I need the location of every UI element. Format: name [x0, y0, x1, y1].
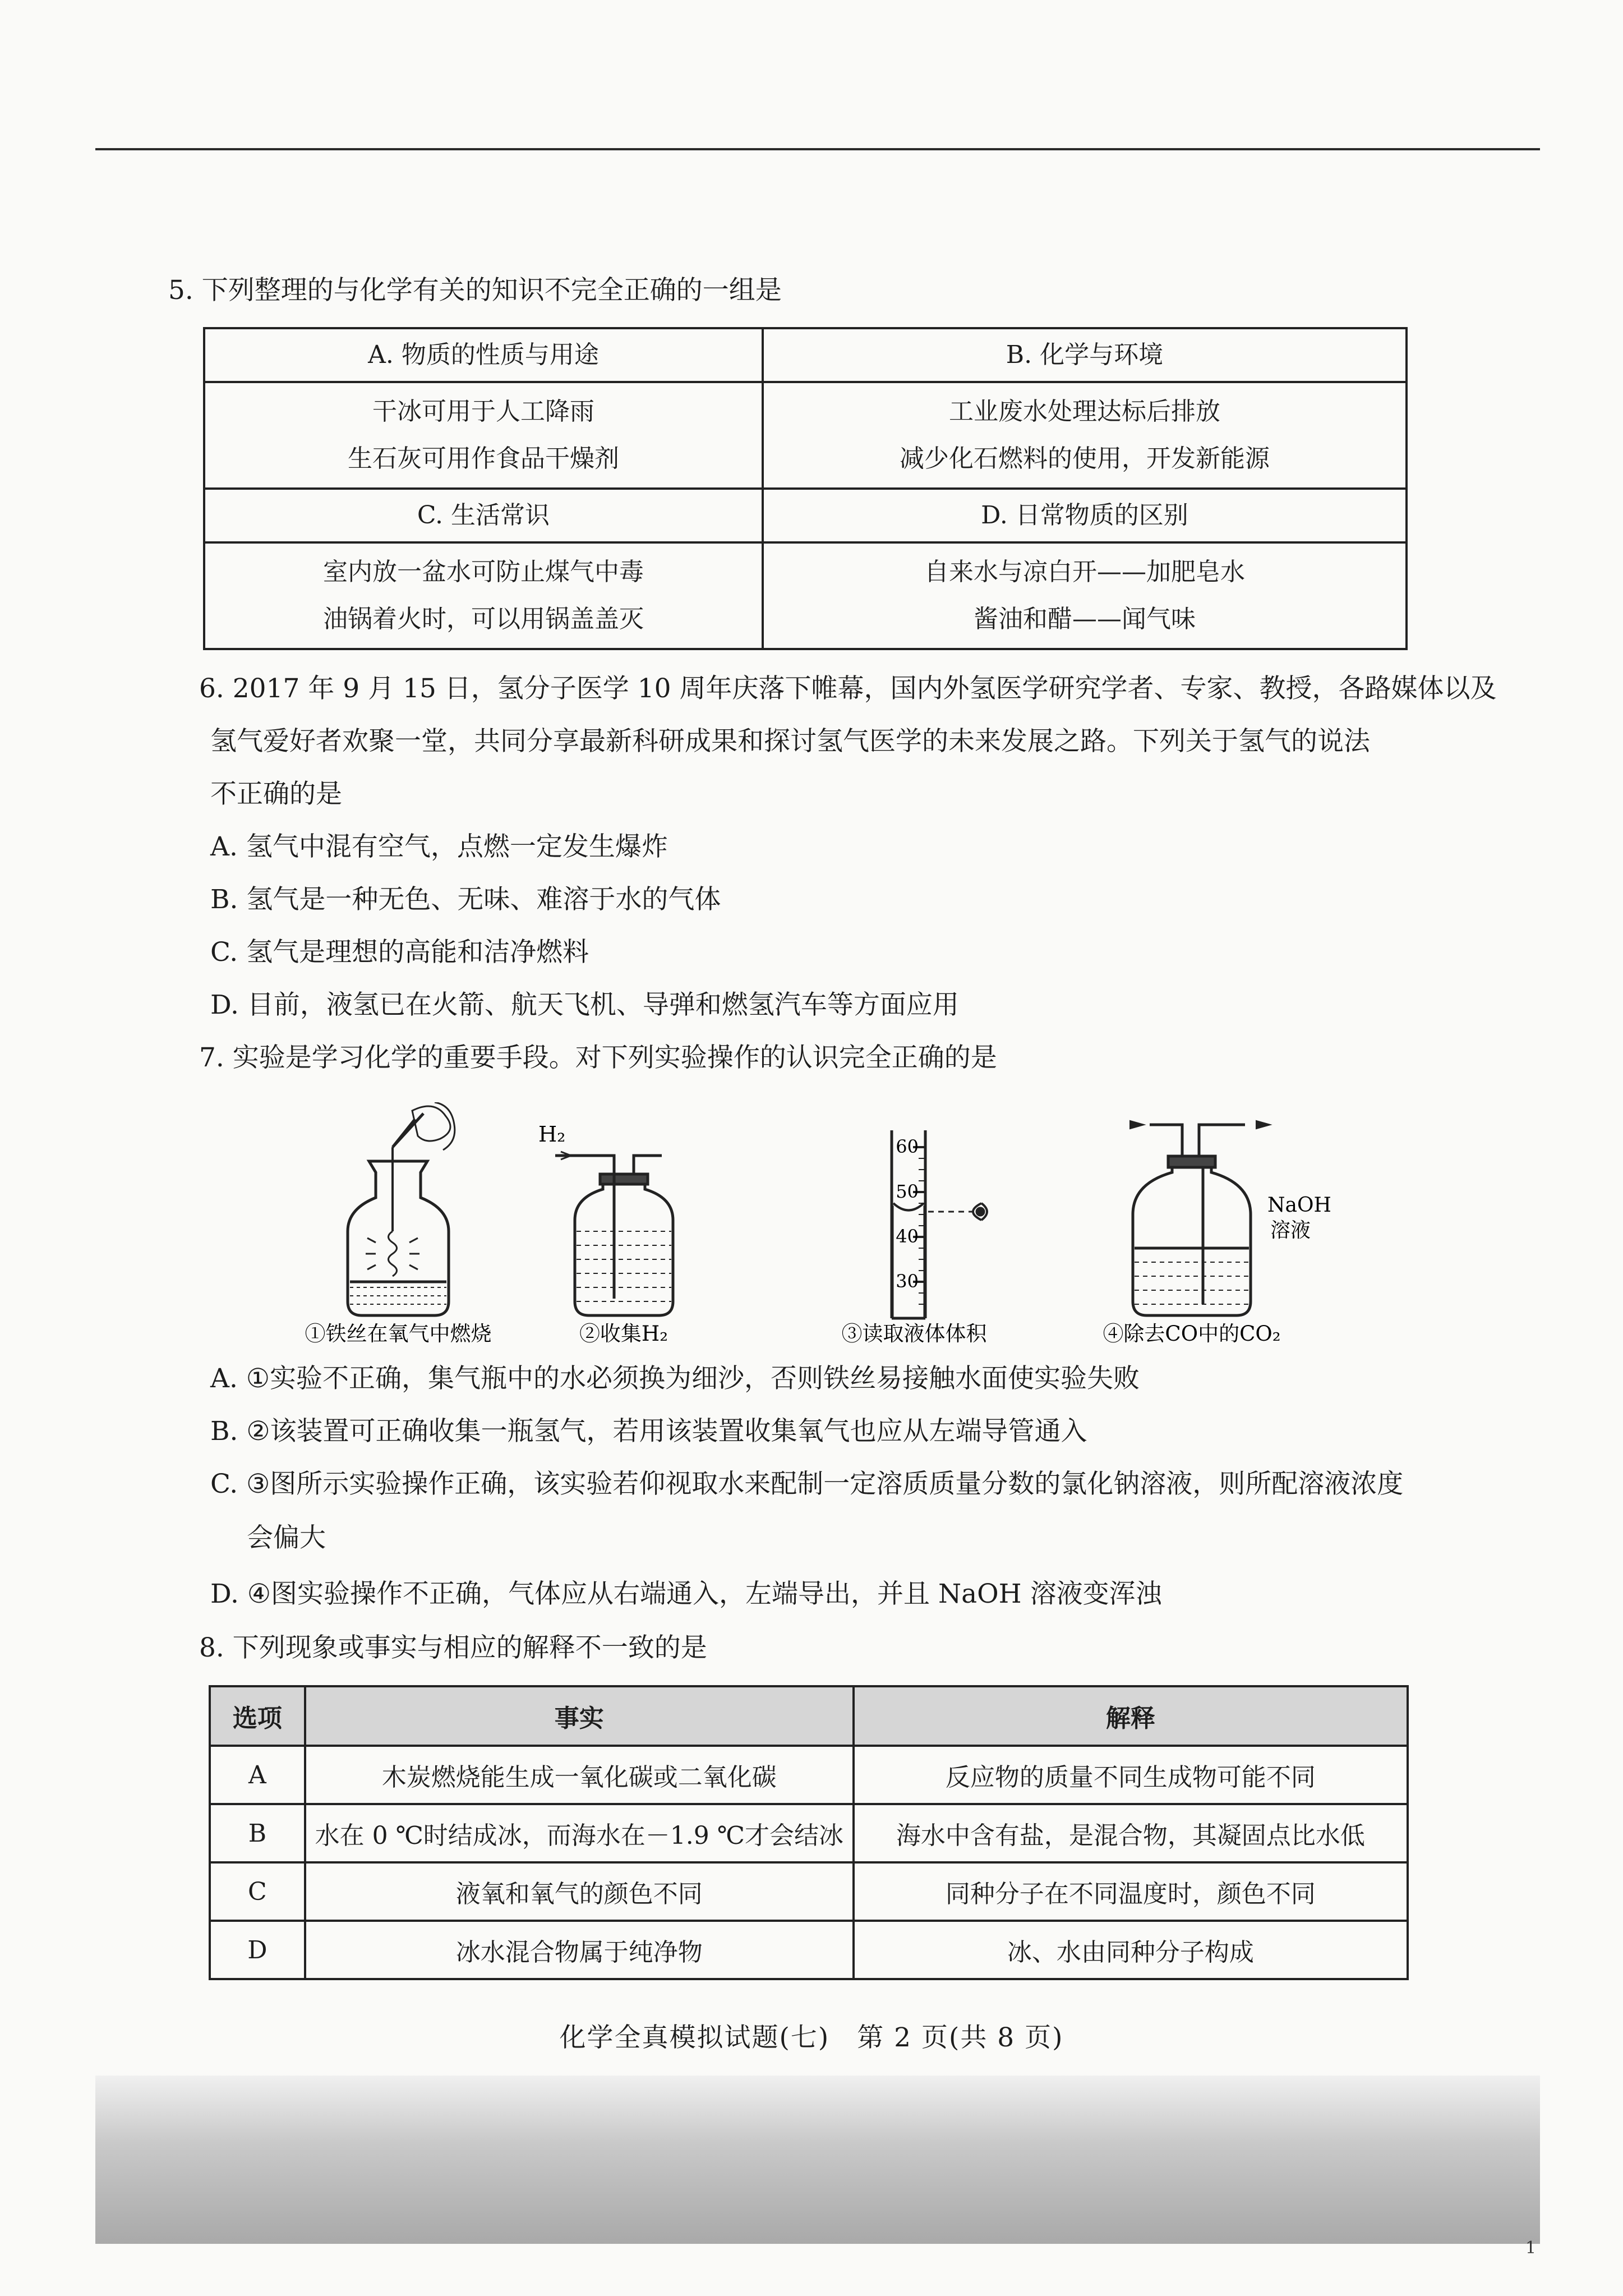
- question-5-table: [203, 327, 1408, 650]
- question-7-stem: 7. 实验是学习化学的重要手段。对下列实验操作的认识完全正确的是: [199, 1042, 997, 1073]
- q5-cell-b-title: B. 化学与环境: [763, 328, 1407, 382]
- caption-1: ①铁丝在氧气中燃烧: [305, 1322, 492, 1346]
- naoh-solution-label: 溶液: [1270, 1219, 1311, 1242]
- q8-header-explanation: 解释: [854, 1686, 1408, 1746]
- question-6-option-a: A. 氢气中混有空气，点燃一定发生爆炸: [210, 831, 668, 862]
- question-6-option-d: D. 目前，液氢已在火箭、航天飞机、导弹和燃氢汽车等方面应用: [210, 990, 959, 1020]
- h2-label: H₂: [538, 1122, 566, 1147]
- caption-3: ③读取液体体积: [841, 1322, 987, 1346]
- q5-cell-d-title: D. 日常物质的区别: [763, 489, 1407, 542]
- q5-cell-b-line-2: 减少化石燃料的使用，开发新能源: [899, 444, 1270, 473]
- question-8-table: [209, 1685, 1409, 1980]
- question-6-option-c: C. 氢气是理想的高能和洁净燃料: [210, 937, 589, 968]
- naoh-wash-bottle-diagram: [1130, 1121, 1270, 1315]
- q5-cell-a-line-2: 生石灰可用作食品干燥剂: [347, 444, 619, 473]
- q5-cell-c-body: [204, 542, 763, 649]
- question-8-stem: 8. 下列现象或事实与相应的解释不一致的是: [199, 1632, 707, 1663]
- iron-wire-combustion-diagram: [348, 1102, 455, 1315]
- page-footer: 化学全真模拟试题(七) 第 2 页(共 8 页): [559, 2022, 1064, 2053]
- h2-collection-diagram: [555, 1152, 673, 1315]
- question-6-stem-line-3: 不正确的是: [210, 779, 342, 809]
- q8-row-d-explanation: 冰、水由同种分子构成: [854, 1921, 1408, 1979]
- q8-row-a-option: A: [210, 1746, 305, 1804]
- question-7-option-d: D. ④图实验操作不正确，气体应从右端通入，左端导出，并且 NaOH 溶液变浑浊: [210, 1579, 1162, 1609]
- q5-cell-b-body: [763, 382, 1407, 489]
- tick-60: 60: [896, 1136, 919, 1157]
- q8-header-option: 选项: [210, 1686, 305, 1746]
- q8-row-d-fact: 冰水混合物属于纯净物: [305, 1921, 854, 1979]
- corner-mark: 1: [1525, 2238, 1537, 2258]
- question-7-option-c: C. ③图所示实验操作正确，该实验若仰视取水来配制一定溶质质量分数的氯化钠溶液，则所配溶液浓度: [210, 1469, 1404, 1499]
- question-6-stem-line-1: 6. 2017 年 9 月 15 日，氢分子医学 10 周年庆落下帷幕，国内外氢医学研究学者、专家、教授，各路媒体以及: [199, 673, 1497, 704]
- caption-4: ④除去CO中的CO₂: [1103, 1322, 1281, 1346]
- q5-cell-b-line-1: 工业废水处理达标后排放: [948, 397, 1220, 426]
- q8-row-b-option: B: [210, 1804, 305, 1862]
- q5-cell-a-body: [204, 382, 763, 489]
- q8-row-c-option: C: [210, 1862, 305, 1921]
- tick-30: 30: [896, 1271, 919, 1292]
- question-7-option-a: A. ①实验不正确，集气瓶中的水必须换为细沙，否则铁丝易接触水面使实验失败: [210, 1363, 1140, 1394]
- q5-cell-d-line-2: 酱油和醋——闻气味: [973, 605, 1196, 633]
- q5-cell-c-title: C. 生活常识: [204, 489, 763, 542]
- q8-row-b-fact: 水在 0 ℃时结成冰，而海水在－1.9 ℃才会结冰: [305, 1804, 854, 1862]
- q5-cell-d-line-1: 自来水与凉白开——加肥皂水: [924, 558, 1245, 586]
- question-6-stem-line-2: 氢气爱好者欢聚一堂，共同分享最新科研成果和探讨氢气医学的未来发展之路。下列关于氢气的说法: [210, 726, 1370, 757]
- q8-header-fact: 事实: [305, 1686, 854, 1746]
- tick-40: 40: [896, 1226, 919, 1247]
- question-7-option-b: B. ②该装置可正确收集一瓶氢气，若用该装置收集氧气也应从左端导管通入: [210, 1416, 1087, 1447]
- q5-cell-d-body: [763, 542, 1407, 649]
- header-rule: [95, 148, 1540, 150]
- q5-cell-a-title: A. 物质的性质与用途: [204, 328, 763, 382]
- q8-row-a-explanation: 反应物的质量不同生成物可能不同: [854, 1746, 1408, 1804]
- question-7-apparatus-figure: [292, 1102, 1357, 1349]
- q8-row-c-fact: 液氧和氧气的颜色不同: [305, 1862, 854, 1921]
- scan-shadow-band: [95, 2076, 1540, 2244]
- q8-row-c-explanation: 同种分子在不同温度时，颜色不同: [854, 1862, 1408, 1921]
- q5-cell-c-line-1: 室内放一盆水可防止煤气中毒: [322, 558, 644, 586]
- q8-row-a-fact: 木炭燃烧能生成一氧化碳或二氧化碳: [305, 1746, 854, 1804]
- tick-50: 50: [896, 1181, 919, 1202]
- q8-row-b-explanation: 海水中含有盐，是混合物，其凝固点比水低: [854, 1804, 1408, 1862]
- naoh-label: NaOH: [1267, 1194, 1331, 1217]
- question-7-option-c-continued: 会偏大: [247, 1522, 326, 1553]
- q5-cell-a-line-1: 干冰可用于人工降雨: [372, 397, 594, 426]
- question-6-option-b: B. 氢气是一种无色、无味、难溶于水的气体: [210, 884, 721, 915]
- caption-2: ②收集H₂: [579, 1322, 668, 1346]
- q8-row-d-option: D: [210, 1921, 305, 1979]
- q5-cell-c-line-2: 油锅着火时，可以用锅盖盖灭: [322, 605, 644, 633]
- question-5-stem: 5. 下列整理的与化学有关的知识不完全正确的一组是: [168, 275, 782, 306]
